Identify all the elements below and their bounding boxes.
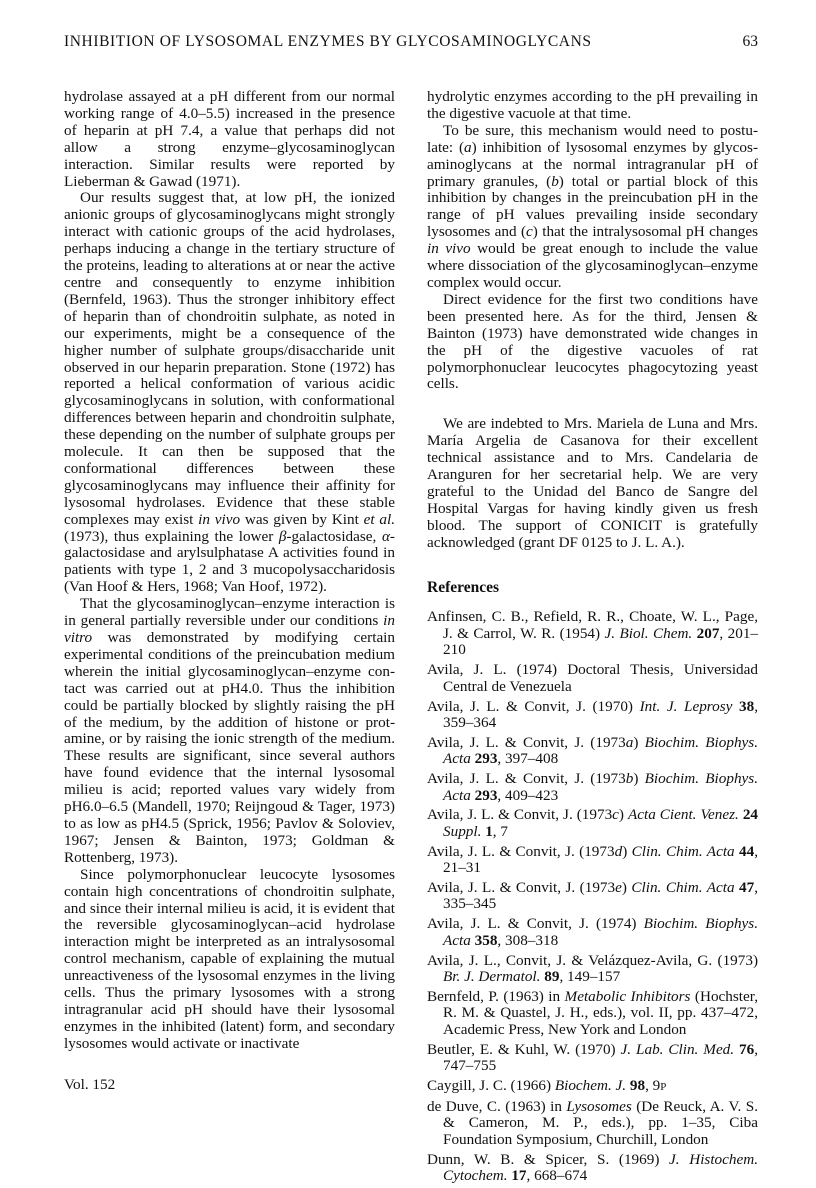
reference-item: Beutler, E. & Kuhl, W. (1970) J. Lab. Clin. Med. 76, 747–755 (427, 1040, 759, 1075)
reference-item: Avila, J. L., Convit, J. & Velázquez-Avila, G. (1973) Br. J. Dermatol. 89, 149–157 (427, 951, 758, 986)
volume-footer: Vol. 152 (64, 1075, 116, 1093)
body-paragraph: That the glycosaminoglycan–enzyme interaction is in general partially reversible under our conditions in vitro was demonstrated by modifying certain experimental conditions of the preincubation medium wherein the initial glycosaminoglycan–enzyme contact was carried out at pH4.0. Thus the inhibition could be partially blocked by slightly raising the pH of the medium, by the addition of histone or protamine, or by raising the ionic strength of the medium. These results are significant, since several authors have found evidence that the internal lysosomal milieu is acid; reported values vary widely from pH6.0–6.5 (Mandell, 1970; Reijngoud & Tager, 1973) to as low as pH4.5 (Sprick, 1956; Pavlov & Soloviev, 1967; Jensen & Bainton, 1973; Goldman & Rottenberg, 1973). (64, 595, 395, 866)
reference-item: de Duve, C. (1963) in Lysosomes (De Reuck, A. V. S. & Cameron, M. P., eds.), pp. 1–35, Ciba Foundation Symposium, Churchill, London (427, 1097, 758, 1148)
reference-list (427, 609, 758, 1184)
running-header (64, 33, 758, 55)
reference-item: Avila, J. L. & Convit, J. (1973e) Clin. Chim. Acta 47, 335–345 (427, 879, 759, 913)
acknowledgement: We are indebted to Mrs. Mariela de Luna and Mrs. María Argelia de Casanova for their excellent technical assistance and to Mrs. Candelaria de Aranguren for her secretarial help. We are very grateful to the Unidad del Banco de Sangre del Hospital Vargas for having kindly given us fresh blood. The support of CONICIT is gratefully acknowledged (grant DF 0125 to J. L. A.). (427, 415, 758, 551)
reference-item: Caygill, J. C. (1966) Biochem. J. 98, 9P (427, 1077, 667, 1095)
reference-item: Avila, J. L. & Convit, J. (1974) Biochim. Biophys. Acta 358, 308–318 (427, 915, 758, 949)
reference-item: Avila, J. L. & Convit, J. (1973b) Biochim. Biophys. Acta 293, 409–423 (427, 770, 758, 804)
reference-item: Bernfeld, P. (1963) in Metabolic Inhibitors (Hochster, R. M. & Quastel, J. H., eds.), vol. II, pp. 437–472, Academic Press, New York and London (427, 988, 758, 1038)
discussion-continued (427, 89, 758, 393)
body-paragraph: Since polymorphonuclear leucocyte lysosomes contain high concentrations of chondroitin sulphate, and since their internal milieu is acid, it is evident that the reversible glycosaminoglycan–acid hydrolase interaction might be interpreted as an intralysosomal control mechanism, capable of explaining the mutual unreactiveness of the lysosomal enzymes in the living cells. Thus the primary lysosomes with a strong intragranular acid pH should have their lysosomal enzymes in the inhibited (latent) form, and secondary lysosomes would activate or inactivate (64, 865, 395, 1052)
reference-item: Anfinsen, C. B., Refield, R. R., Choate, W. L., Page, J. & Carrol, W. R. (1954) J. Biol. Chem. 207, 201–210 (427, 608, 759, 659)
body-paragraph: Direct evidence for the first two conditions have been presented here. As for the third, Jensen & Bainton (1973) have demonstrated wide changes in the pH of the digestive vacuoles of rat polymorphonuclear leucocytes phagocytozing yeast cells. (427, 290, 758, 393)
right-column (427, 89, 758, 1188)
body-paragraph: To be sure, this mechanism would need to postulate: (a) inhibition of lysosomal enzymes by glycosaminoglycans at the normal intragranular pH of primary granules, (b) total or partial block of this inhibition by changes in the preincubation pH in the range of pH values prevailing inside secondary lysosomes and (c) that the intralysosomal pH changes in vivo would be great enough to include the value where dissociation of the glycosaminoglycan–enzyme complex would occur. (427, 121, 759, 291)
reference-item: Avila, J. L. & Convit, J. (1973d) Clin. Chim. Acta 44, 21–31 (427, 842, 759, 877)
reference-item: Avila, J. L. & Convit, J. (1970) Int. J. Leprosy 38, 359–364 (427, 697, 758, 731)
reference-item: Dunn, W. B. & Spicer, S. (1969) J. Histochem. Cytochem. 17, 668–674 (427, 1150, 758, 1185)
reference-item: Avila, J. L. & Convit, J. (1973c) Acta Cient. Venez. 24 Suppl. 1, 7 (427, 806, 759, 840)
body-paragraph: hydrolase assayed at a pH different from our normal working range of 4.0–5.5) increased in the presence of heparin at pH 7.4, a value that perhaps did not allow a strong enzyme–glycosaminoglycan interaction. Similar results were reported by Lieberman & Gawad (1971). (64, 88, 395, 190)
left-column (64, 89, 395, 1094)
references-heading: References (427, 578, 500, 596)
discussion (64, 89, 395, 1053)
running-title: INHIBITION OF LYSOSOMAL ENZYMES BY GLYCOSAMINOGLYCANS (64, 33, 592, 50)
page-number: 63 (742, 33, 758, 50)
body-paragraph: hydrolytic enzymes according to the pH prevailing in the digestive vacuole at that time. (427, 88, 758, 122)
reference-item: Avila, J. L. & Convit, J. (1973a) Biochim. Biophys. Acta 293, 397–408 (427, 733, 758, 768)
body-paragraph: Our results suggest that, at low pH, the ionized anionic groups of glycosaminoglycans might strongly interact with cationic groups of the acid hydrolases, perhaps inducing a change in the tertiary structure of the proteins, leading to alterations at or near the active centre and consequently to enzyme inhibition (Bernfeld, 1963). Thus the stronger inhibitory effect of heparin than of chondroitin sulphate, as noted in our experiments, might be a consequence of the higher number of sulphate groups/disaccharide unit observed in our heparin preparation. Stone (1972) has reported a helical conformation of various acidic glycosaminoglycans in solution, with conformational differences between heparin and chondroitin sulphate, these depending on the number of sulphate groups per molecule. It can then be supposed that the conformational differences between these glycosaminoglycans may influence their affinity for lysosomal hydrolases. Evidence that these stable complexes may exist in vivo was given by Kint et al. (1973), thus explaining the lower β-galactosidase, α-galactosidase and arylsulphatase A activities found in patients with type 1, 2 and 3 mucopolysaccharidosis (Van Hoof & Hers, 1968; Van Hoof, 1972). (64, 189, 395, 596)
reference-item: Avila, J. L. (1974) Doctoral Thesis, Universidad Central de Venezuela (427, 661, 758, 695)
